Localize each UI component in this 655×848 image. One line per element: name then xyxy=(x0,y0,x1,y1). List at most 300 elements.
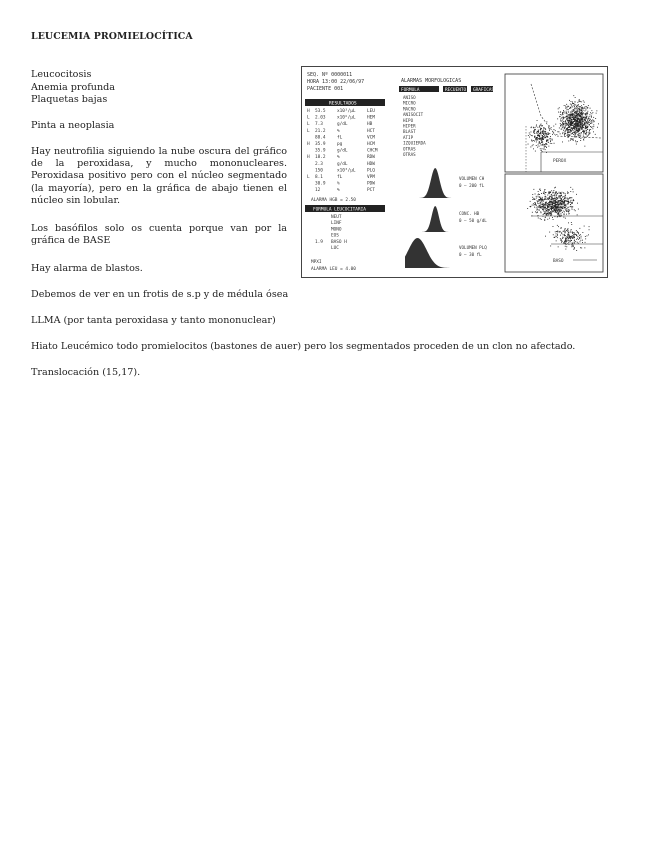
scatter-point xyxy=(579,116,580,117)
scatter-point xyxy=(575,140,576,141)
scatter-point xyxy=(593,117,594,118)
scatter-point xyxy=(585,242,586,243)
scatter-point xyxy=(587,108,588,109)
scatter-point xyxy=(574,105,575,106)
scatter-point xyxy=(550,202,551,203)
scatter-point xyxy=(591,113,592,114)
scatter-point xyxy=(573,113,574,114)
scatter-point xyxy=(541,150,542,151)
scatter-point xyxy=(551,199,552,200)
scatter-point xyxy=(593,120,594,121)
scatter-point xyxy=(559,131,560,132)
scatter-point xyxy=(585,124,586,125)
scatter-point xyxy=(565,246,566,247)
scatter-point xyxy=(562,113,563,114)
scatter-point xyxy=(546,144,547,145)
scatter-point xyxy=(570,104,571,105)
scatter-point xyxy=(576,112,577,113)
scatter-point xyxy=(576,115,577,116)
scatter-point xyxy=(561,129,562,130)
scatter-point xyxy=(560,114,561,115)
scatter-point xyxy=(581,119,582,120)
scatter-point xyxy=(564,135,565,136)
scatter-point xyxy=(541,145,542,146)
scatter-point xyxy=(564,200,565,201)
scatter-point xyxy=(535,204,536,205)
scatter-point xyxy=(537,140,538,141)
scatter-point xyxy=(574,109,575,110)
scatter-point xyxy=(569,120,570,121)
scatter-point xyxy=(553,192,554,193)
scatter-point xyxy=(541,200,542,201)
scatter-point xyxy=(566,112,567,113)
scatter-point xyxy=(580,130,581,131)
plt-hist-range: 0 — 30 fL xyxy=(459,252,482,257)
scatter-point xyxy=(567,204,568,205)
scatter-point xyxy=(558,201,559,202)
scatter-point xyxy=(562,142,563,143)
scatter-point xyxy=(557,213,558,214)
scatter-point xyxy=(544,205,545,206)
scatter-point xyxy=(583,140,584,141)
scatter-point xyxy=(584,117,585,118)
scatter-point xyxy=(564,128,565,129)
scatter-point xyxy=(566,104,567,105)
scatter-point xyxy=(557,237,558,238)
result-flag: H xyxy=(307,142,310,147)
formula-name: LUC xyxy=(331,246,339,251)
scatter-point xyxy=(588,121,589,122)
scatter-point xyxy=(560,125,561,126)
scatter-point xyxy=(579,109,580,110)
scatter-point xyxy=(577,214,578,215)
scatter-point xyxy=(561,209,562,210)
result-value: 7.3 xyxy=(315,122,323,128)
scatter-point xyxy=(540,143,541,144)
scatter-point xyxy=(542,126,543,127)
scatter-point xyxy=(549,130,550,131)
scatter-point xyxy=(589,124,590,125)
scatter-point xyxy=(557,234,558,235)
scatter-point xyxy=(574,209,575,210)
scatter-point xyxy=(536,140,537,141)
scatter-point xyxy=(557,210,558,211)
scatter-point xyxy=(566,208,567,209)
scatter-point xyxy=(567,201,568,202)
scatter-point xyxy=(542,136,543,137)
scatter-point xyxy=(556,206,557,207)
result-unit: x10³/µL xyxy=(337,168,356,174)
scatter-point xyxy=(561,115,562,116)
scatter-point xyxy=(589,120,590,121)
alarm-item: ANISO xyxy=(403,95,416,100)
scatter-point xyxy=(560,112,561,113)
scatter-point xyxy=(582,125,583,126)
scatter-point xyxy=(557,205,558,206)
scatter-point xyxy=(542,148,543,149)
scatter-point xyxy=(555,193,556,194)
scatter-point xyxy=(533,140,534,141)
scatter-point xyxy=(562,133,563,134)
scatter-point xyxy=(557,211,558,212)
scatter-point xyxy=(577,130,578,131)
scatter-point xyxy=(570,123,571,124)
document-title: LEUCEMIA PROMIELOCÍTICA xyxy=(31,31,193,42)
result-flag: L xyxy=(307,115,310,121)
scatter-point xyxy=(586,132,587,133)
scatter-point xyxy=(568,120,569,121)
scatter-point xyxy=(564,203,565,204)
scatter-point xyxy=(575,112,576,113)
scatter-point xyxy=(568,124,569,125)
scatter-point xyxy=(554,194,555,195)
scatter-point xyxy=(571,127,572,128)
scatter-point xyxy=(578,239,579,240)
scatter-point xyxy=(560,120,561,121)
scatter-point xyxy=(527,208,528,209)
scatter-point xyxy=(574,126,575,127)
scatter-point xyxy=(540,218,541,219)
scatter-point xyxy=(556,194,557,195)
result-unit: % xyxy=(337,181,340,187)
scatter-point xyxy=(568,123,569,124)
alarm-item: IZQUIERDA xyxy=(403,140,426,146)
scatter-point xyxy=(576,117,577,118)
scatter-point xyxy=(564,230,565,231)
scatter-point xyxy=(583,127,584,128)
scatter-point xyxy=(575,130,576,131)
scatter-point xyxy=(550,140,551,141)
scatter-point xyxy=(576,144,577,145)
paragraph-basofilos: Los basófilos solo os cuenta porque van por la gráfica de BASE xyxy=(31,223,287,247)
scatter-point xyxy=(579,119,580,120)
scatter-point xyxy=(528,135,529,136)
scatter-point xyxy=(542,209,543,210)
scatter-point xyxy=(574,247,575,248)
scatter-point xyxy=(549,128,550,129)
scatter-point xyxy=(536,133,537,134)
scatter-point xyxy=(556,197,557,198)
alarm-title: ALARMAS MORFOLOGICAS xyxy=(401,78,462,84)
scatter-point xyxy=(572,102,573,103)
scatter-point xyxy=(539,205,540,206)
scatter-point xyxy=(588,135,589,136)
scatter-point xyxy=(533,199,534,200)
scatter-point xyxy=(539,139,540,140)
scatter-point xyxy=(567,236,568,237)
scatter-point xyxy=(541,125,542,126)
scatter-point xyxy=(596,110,597,111)
scatter-point xyxy=(566,246,567,247)
scatter-point xyxy=(556,191,557,192)
scatter-point xyxy=(567,211,568,212)
scatter-point xyxy=(548,134,549,135)
result-unit: % xyxy=(337,188,340,194)
scatter-point xyxy=(561,227,562,228)
scatter-point xyxy=(566,230,567,231)
scatter-point xyxy=(574,241,575,242)
scatter-point xyxy=(581,129,582,130)
scatter-point xyxy=(570,140,571,141)
result-value: 8.1 xyxy=(315,175,323,180)
scatter-point xyxy=(535,194,536,195)
scatter-point xyxy=(565,239,566,240)
scatter-point xyxy=(535,139,536,140)
scatter-point xyxy=(590,112,591,113)
scatter-point xyxy=(557,231,558,232)
scatter-point xyxy=(580,124,581,125)
scatter-point xyxy=(570,232,571,233)
result-unit: g/dL xyxy=(337,122,348,128)
scatter-point xyxy=(575,97,576,98)
scatter-point xyxy=(583,135,584,136)
scatter-point xyxy=(578,119,579,120)
scatter-point xyxy=(579,135,580,136)
scatter-point xyxy=(558,210,559,211)
scatter-point xyxy=(545,205,546,206)
scatter-point xyxy=(569,210,570,211)
scatter-point xyxy=(542,198,543,199)
scatter-point xyxy=(560,204,561,205)
scatter-point xyxy=(539,196,540,197)
scatter-point xyxy=(568,212,569,213)
scatter-point xyxy=(582,108,583,109)
scatter-point xyxy=(566,128,567,129)
scatter-point xyxy=(561,228,562,229)
scatter-point xyxy=(580,240,581,241)
scatter-point xyxy=(572,130,573,131)
scatter-point xyxy=(558,205,559,206)
scatter-point xyxy=(556,192,557,193)
scatter-point xyxy=(572,206,573,207)
scatter-point xyxy=(596,113,597,114)
scatter-point xyxy=(583,133,584,134)
scatter-point xyxy=(542,197,543,198)
scatter-point xyxy=(545,143,546,144)
scatter-point xyxy=(586,126,587,127)
result-param: HCM xyxy=(367,142,375,147)
scatter-point xyxy=(581,132,582,133)
scatter-point xyxy=(572,203,573,204)
scatter-point xyxy=(590,129,591,130)
result-unit: pg xyxy=(337,142,343,147)
scatter-point xyxy=(545,199,546,200)
scatter-point xyxy=(575,241,576,242)
scatter-point xyxy=(567,128,568,129)
scatter-point xyxy=(571,229,572,230)
scatter-point xyxy=(538,143,539,144)
scatter-point xyxy=(543,208,544,209)
tab-graficas: GRAFICAS xyxy=(473,88,495,93)
scatter-point xyxy=(569,118,570,119)
scatter-point xyxy=(565,239,566,240)
rbc-hist-label: VOLUMEN CH xyxy=(459,176,485,181)
scatter-point xyxy=(534,141,535,142)
scatter-point xyxy=(573,130,574,131)
scatter-point xyxy=(548,142,549,143)
scatter-point xyxy=(567,198,568,199)
scatter-point xyxy=(565,127,566,128)
scatter-point xyxy=(574,125,575,126)
scatter-point xyxy=(547,198,548,199)
scatter-point xyxy=(540,148,541,149)
scatter-point xyxy=(577,126,578,127)
scatter-point xyxy=(587,127,588,128)
scatter-point xyxy=(553,201,554,202)
scatter-point xyxy=(582,111,583,112)
scatter-point xyxy=(582,242,583,243)
scatter-point xyxy=(582,115,583,116)
scatter-point xyxy=(558,112,559,113)
scatter-point xyxy=(540,206,541,207)
scatter-point xyxy=(560,196,561,197)
scatter-point xyxy=(559,203,560,204)
scatter-point xyxy=(578,106,579,107)
scatter-point xyxy=(543,214,544,215)
result-param: HDW xyxy=(367,161,375,167)
scatter-point xyxy=(563,118,564,119)
scatter-point xyxy=(570,130,571,131)
scatter-point xyxy=(549,138,550,139)
scatter-point xyxy=(590,108,591,109)
scatter-point xyxy=(585,126,586,127)
scatter-point xyxy=(578,233,579,234)
paragraph-alarma: Hay alarma de blastos. xyxy=(31,263,143,274)
scatter-point xyxy=(567,234,568,235)
scatter-point xyxy=(563,121,564,122)
scatter-point xyxy=(585,108,586,109)
scatter-point xyxy=(556,236,557,237)
header-line-2: HORA 13:00 22/06/97 xyxy=(307,79,365,85)
scatter-point xyxy=(543,193,544,194)
scatter-point xyxy=(549,232,550,233)
scatter-point xyxy=(548,127,549,128)
scatter-point xyxy=(573,235,574,236)
scatter-point xyxy=(564,211,565,212)
scatter-point xyxy=(541,208,542,209)
scatter-point xyxy=(573,109,574,110)
scatter-point xyxy=(565,121,566,122)
scatter-point xyxy=(552,204,553,205)
scatter-point xyxy=(542,203,543,204)
scatter-point xyxy=(581,128,582,129)
scatter-point xyxy=(536,145,537,146)
scatter-point xyxy=(582,128,583,129)
scatter-point xyxy=(586,106,587,107)
scatter-point xyxy=(558,246,559,247)
scatter-point xyxy=(534,133,535,134)
scatter-point xyxy=(572,232,573,233)
scatter-point xyxy=(548,146,549,147)
scatter-point xyxy=(548,199,549,200)
scatter-point xyxy=(578,113,579,114)
scatter-point xyxy=(560,206,561,207)
scatter-point xyxy=(548,139,549,140)
scatter-point xyxy=(570,197,571,198)
scatter-point xyxy=(532,205,533,206)
scatter-point xyxy=(539,189,540,190)
result-flag: L xyxy=(307,175,310,180)
formula-name: LINF xyxy=(331,221,342,227)
scatter-point xyxy=(538,144,539,145)
scatter-point xyxy=(589,122,590,123)
scatter-point xyxy=(545,192,546,193)
scatter-point xyxy=(530,134,531,135)
scatter-point xyxy=(534,137,535,138)
scatter-point xyxy=(568,242,569,243)
scatter-point xyxy=(580,126,581,127)
scatter-point xyxy=(574,131,575,132)
scatter-point xyxy=(581,105,582,106)
scatter-point xyxy=(545,217,546,218)
scatter-point xyxy=(573,191,574,192)
scatter-point xyxy=(544,144,545,145)
scatter-point xyxy=(533,189,534,190)
scatter-point xyxy=(572,206,573,207)
scatter-point xyxy=(570,206,571,207)
scatter-point xyxy=(581,101,582,102)
scatter-point xyxy=(572,233,573,234)
scatter-point xyxy=(546,214,547,215)
scatter-point xyxy=(589,116,590,117)
result-unit: x10³/µL xyxy=(337,109,356,114)
scatter-point xyxy=(583,100,584,101)
scatter-point xyxy=(565,249,566,250)
scatter-point xyxy=(585,110,586,111)
scatter-point xyxy=(558,196,559,197)
scatter-point xyxy=(541,219,542,220)
scatter-point xyxy=(592,128,593,129)
scatter-point xyxy=(572,103,573,104)
scatter-point xyxy=(562,192,563,193)
scatter-point xyxy=(555,236,556,237)
scatter-point xyxy=(538,196,539,197)
scatter-point xyxy=(592,126,593,127)
scatter-point xyxy=(544,137,545,138)
scatter-point xyxy=(528,144,529,145)
scatter-point xyxy=(552,134,553,135)
scatter-point xyxy=(548,212,549,213)
scatter-point xyxy=(562,197,563,198)
scatter-point xyxy=(568,106,569,107)
scatter-point xyxy=(591,121,592,122)
scatter-point xyxy=(565,232,566,233)
scatter-point xyxy=(580,118,581,119)
scatter-point xyxy=(541,204,542,205)
result-flag: L xyxy=(307,122,310,128)
result-value: 30.9 xyxy=(315,181,326,187)
scatter-point xyxy=(543,130,544,131)
scatter-point xyxy=(593,126,594,127)
scatter-point xyxy=(582,116,583,117)
scatter-point xyxy=(550,136,551,137)
scatter-point xyxy=(558,209,559,210)
scatter-point xyxy=(565,235,566,236)
perox-label: PEROX xyxy=(553,159,567,164)
scatter-point xyxy=(569,211,570,212)
scatter-point xyxy=(579,101,580,102)
scatter-point xyxy=(571,240,572,241)
scatter-point xyxy=(566,238,567,239)
scatter-point xyxy=(552,202,553,203)
scatter-point xyxy=(567,135,568,136)
scatter-point xyxy=(535,211,536,212)
scatter-point xyxy=(564,206,565,207)
scatter-point xyxy=(563,217,564,218)
scatter-point xyxy=(556,231,557,232)
scatter-point xyxy=(558,207,559,208)
scatter-point xyxy=(555,124,556,125)
